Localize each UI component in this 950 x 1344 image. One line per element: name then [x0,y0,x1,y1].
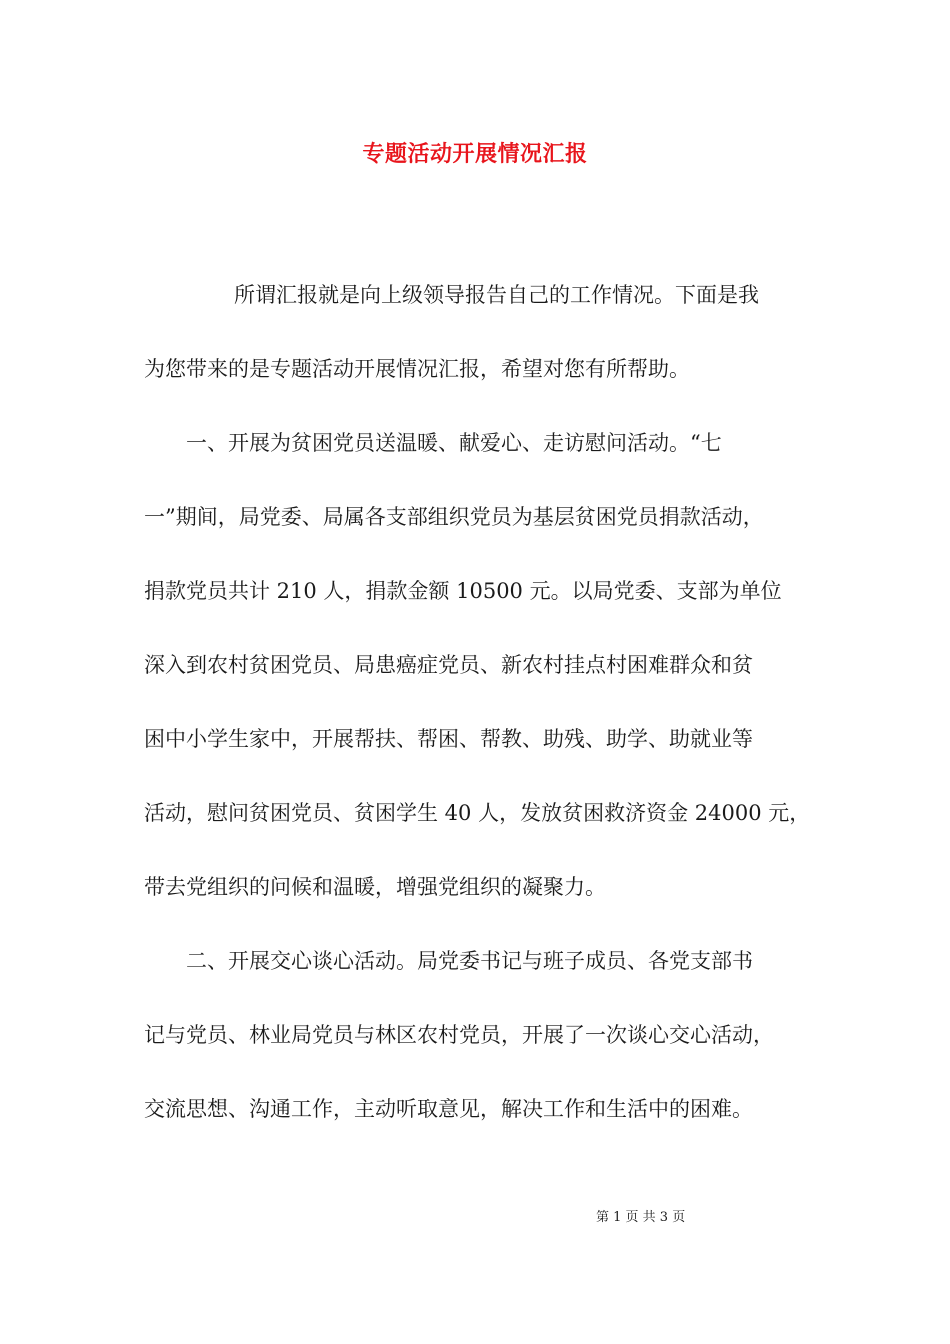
paragraph-line: 捐款党员共计 210 人，捐款金额 10500 元。以局党委、支部为单位 [144,579,782,603]
page-number-footer: 第 1 页 共 3 页 [596,1210,686,1225]
paragraph-line: 一”期间，局党委、局属各支部组织党员为基层贫困党员捐款活动， [144,505,764,529]
paragraph-line: 活动，慰问贫困党员、贫困学生 40 人，发放贫困救济资金 24000 元， [144,801,811,825]
paragraph-line: 为您带来的是专题活动开展情况汇报，希望对您有所帮助。 [144,357,690,381]
paragraph-line: 二、开展交心谈心活动。局党委书记与班子成员、各党支部书 [144,949,753,973]
paragraph-line: 一、开展为贫困党员送温暖、献爱心、走访慰问活动。“七 [144,431,722,455]
paragraph-line: 记与党员、林业局党员与林区农村党员，开展了一次谈心交心活动， [144,1023,774,1047]
paragraph-line: 交流思想、沟通工作，主动听取意见，解决工作和生活中的困难。 [144,1097,753,1121]
document-title: 专题活动开展情况汇报 [362,141,588,167]
paragraph-line: 困中小学生家中，开展帮扶、帮困、帮教、助残、助学、助就业等 [144,727,753,751]
paragraph-line: 深入到农村贫困党员、局患癌症党员、新农村挂点村困难群众和贫 [144,653,753,677]
paragraph-line: 所谓汇报就是向上级领导报告自己的工作情况。下面是我 [192,283,759,307]
paragraph-line: 带去党组织的问候和温暖，增强党组织的凝聚力。 [144,875,606,899]
